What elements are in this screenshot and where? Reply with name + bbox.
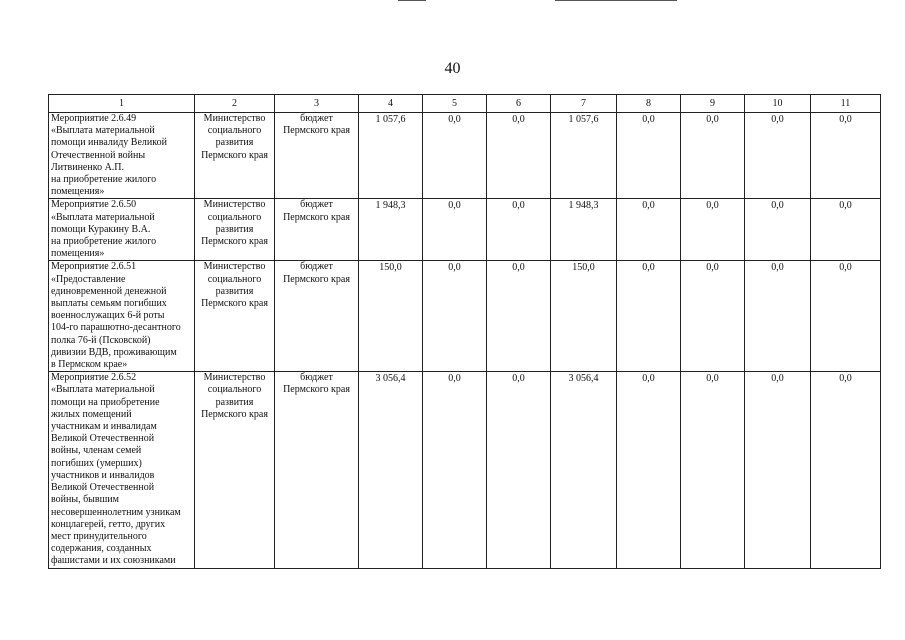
amount-cell: 1 948,3 <box>551 199 617 261</box>
measure-name-cell-line: Мероприятие 2.6.51 <box>51 261 137 273</box>
executor-cell-line: развития <box>215 137 254 149</box>
column-number: 8 <box>617 95 681 113</box>
measure-name-cell-line: помощи Куракину В.А. <box>51 223 151 235</box>
executor-cell-line: Министерство <box>203 113 266 124</box>
measure-name-cell-line: помещения» <box>51 248 105 260</box>
measure-name-cell-line: погибших (умерших) <box>51 457 142 469</box>
measure-name-cell-line: «Выплата материальной <box>51 384 155 396</box>
scan-artifact-line <box>398 0 426 1</box>
measure-name-cell-line: выплаты семьям погибших <box>51 298 167 310</box>
amount-cell: 0,0 <box>811 261 881 372</box>
funding-source-cell-line: бюджет <box>300 261 333 273</box>
amount-cell: 0,0 <box>617 199 681 261</box>
measure-name-cell-line: «Выплата материальной <box>51 211 155 223</box>
amount-cell: 0,0 <box>811 199 881 261</box>
amount-cell: 0,0 <box>811 113 881 199</box>
amount-cell: 0,0 <box>617 372 681 568</box>
funding-source-cell <box>275 372 359 568</box>
measure-name-cell-line: участников и инвалидов <box>51 469 155 481</box>
measure-name-cell-line: концлагерей, гетто, других <box>51 518 166 530</box>
executor-cell-line: развития <box>215 285 254 297</box>
measure-name-cell-line: дивизии ВДВ, проживающим <box>51 346 177 358</box>
table-row <box>49 261 881 372</box>
measure-name-cell-line: «Предоставление <box>51 273 126 285</box>
amount-cell: 0,0 <box>617 113 681 199</box>
measure-name-cell-line: фашистами и их союзниками <box>51 555 176 567</box>
funding-source-cell-line: Пермского края <box>283 273 350 285</box>
funding-source-cell <box>275 113 359 199</box>
amount-cell: 3 056,4 <box>551 372 617 568</box>
measure-name-cell <box>49 261 195 372</box>
page-number: 40 <box>444 60 461 77</box>
scan-artifact-line <box>555 0 677 1</box>
column-number: 6 <box>487 95 551 113</box>
executor-cell <box>195 199 275 261</box>
measure-name-cell-line: на приобретение жилого <box>51 174 157 186</box>
measure-name-cell-line: в Пермском крае» <box>51 359 128 371</box>
measure-name-cell-line: «Выплата материальной <box>51 125 155 137</box>
amount-cell: 0,0 <box>487 199 551 261</box>
amount-cell: 0,0 <box>617 261 681 372</box>
funding-source-cell <box>275 261 359 372</box>
amount-cell: 0,0 <box>487 113 551 199</box>
amount-cell: 1 057,6 <box>551 113 617 199</box>
amount-cell: 0,0 <box>745 113 811 199</box>
column-number: 5 <box>423 95 487 113</box>
table-row <box>49 113 881 199</box>
measure-name-cell-line: помощи на приобретение <box>51 396 160 408</box>
funding-source-cell-line: Пермского края <box>283 211 350 223</box>
executor-cell-line: Пермского края <box>201 236 268 248</box>
executor-cell-line: социального <box>207 211 262 223</box>
amount-cell: 3 056,4 <box>359 372 423 568</box>
amount-cell: 0,0 <box>423 372 487 568</box>
budget-table <box>48 94 881 569</box>
measure-name-cell-line: на приобретение жилого <box>51 236 157 248</box>
column-number: 2 <box>195 95 275 113</box>
amount-cell: 150,0 <box>551 261 617 372</box>
funding-source-cell-line: Пермского края <box>283 125 350 137</box>
executor-cell <box>195 113 275 199</box>
executor-cell-line: развития <box>215 396 254 408</box>
measure-name-cell-line: Мероприятие 2.6.49 <box>51 113 137 124</box>
executor-cell-line: развития <box>215 223 254 235</box>
column-number: 10 <box>745 95 811 113</box>
measure-name-cell-line: Великой Отечественной <box>51 482 155 494</box>
amount-cell: 0,0 <box>681 261 745 372</box>
funding-source-cell-line: бюджет <box>300 113 333 124</box>
measure-name-cell-line: помощи инвалиду Великой <box>51 137 167 149</box>
amount-cell: 0,0 <box>745 372 811 568</box>
column-number: 9 <box>681 95 745 113</box>
amount-cell: 0,0 <box>487 261 551 372</box>
executor-cell-line: социального <box>207 384 262 396</box>
measure-name-cell-line: участникам и инвалидам <box>51 421 157 433</box>
amount-cell: 0,0 <box>811 372 881 568</box>
executor-cell-line: Министерство <box>203 372 266 384</box>
measure-name-cell-line: военнослужащих 6-й роты <box>51 310 165 322</box>
measure-name-cell-line: Мероприятие 2.6.50 <box>51 199 137 211</box>
funding-source-cell-line: бюджет <box>300 372 333 384</box>
executor-cell-line: социального <box>207 273 262 285</box>
amount-cell: 0,0 <box>681 372 745 568</box>
table-row <box>49 199 881 261</box>
amount-cell: 0,0 <box>487 372 551 568</box>
executor-cell-line: Пермского края <box>201 408 268 420</box>
executor-cell-line: Пермского края <box>201 298 268 310</box>
measure-name-cell-line: Мероприятие 2.6.52 <box>51 372 137 384</box>
executor-cell <box>195 261 275 372</box>
amount-cell: 1 948,3 <box>359 199 423 261</box>
column-number: 4 <box>359 95 423 113</box>
amount-cell: 0,0 <box>423 261 487 372</box>
measure-name-cell-line: помещения» <box>51 186 105 198</box>
executor-cell-line: Пермского края <box>201 149 268 161</box>
measure-name-cell-line: войны, бывшим <box>51 494 119 506</box>
column-number: 11 <box>811 95 881 113</box>
measure-name-cell-line: 104-го парашютно-десантного <box>51 322 181 334</box>
column-number: 1 <box>49 95 195 113</box>
executor-cell-line: Министерство <box>203 199 266 211</box>
amount-cell: 1 057,6 <box>359 113 423 199</box>
funding-source-cell-line: бюджет <box>300 199 333 211</box>
table-row <box>49 372 881 568</box>
measure-name-cell-line: содержания, созданных <box>51 543 152 555</box>
amount-cell: 0,0 <box>681 113 745 199</box>
amount-cell: 150,0 <box>359 261 423 372</box>
amount-cell: 0,0 <box>745 261 811 372</box>
funding-source-cell <box>275 199 359 261</box>
measure-name-cell-line: Отечественной войны <box>51 149 146 161</box>
column-number-row <box>49 95 881 113</box>
amount-cell: 0,0 <box>423 199 487 261</box>
executor-cell-line: социального <box>207 125 262 137</box>
amount-cell: 0,0 <box>423 113 487 199</box>
measure-name-cell-line: жилых помещений <box>51 408 132 420</box>
column-number: 3 <box>275 95 359 113</box>
measure-name-cell-line: войны, членам семей <box>51 445 142 457</box>
funding-source-cell-line: Пермского края <box>283 384 350 396</box>
executor-cell-line: Министерство <box>203 261 266 273</box>
measure-name-cell-line: Литвиненко А.П. <box>51 161 125 173</box>
column-number: 7 <box>551 95 617 113</box>
measure-name-cell-line: мест принудительного <box>51 530 147 542</box>
amount-cell: 0,0 <box>681 199 745 261</box>
measure-name-cell-line: полка 76-й (Псковской) <box>51 334 151 346</box>
measure-name-cell-line: единовременной денежной <box>51 285 167 297</box>
measure-name-cell-line: несовершеннолетним узникам <box>51 506 181 518</box>
measure-name-cell <box>49 372 195 568</box>
amount-cell: 0,0 <box>745 199 811 261</box>
measure-name-cell <box>49 199 195 261</box>
measure-name-cell <box>49 113 195 199</box>
measure-name-cell-line: Великой Отечественной <box>51 433 155 445</box>
executor-cell <box>195 372 275 568</box>
